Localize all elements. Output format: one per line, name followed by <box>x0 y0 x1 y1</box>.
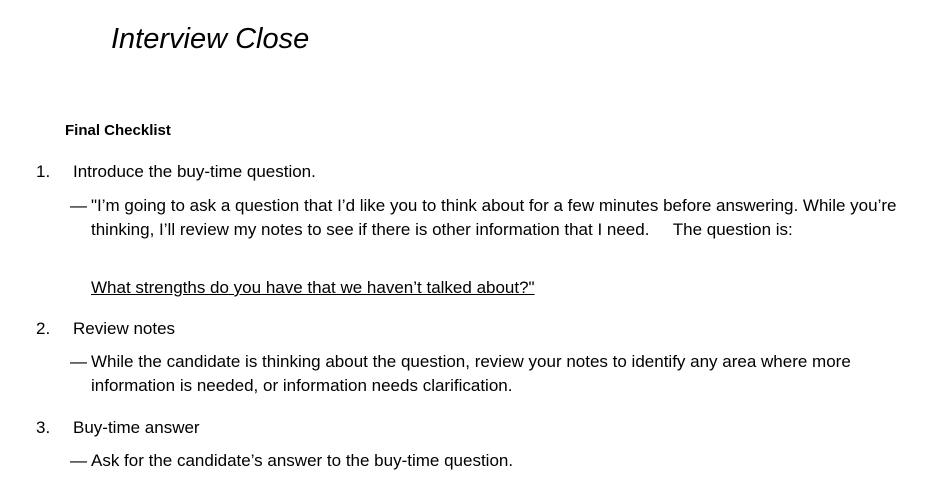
checklist-item-3-detail <box>70 449 900 473</box>
item-number: 3. <box>36 418 51 437</box>
checklist-item-1-detail <box>70 194 900 266</box>
em-dash: — <box>70 196 87 215</box>
document-title: Interview Close <box>111 23 310 55</box>
item-detail-text: While the candidate is thinking about the question, review your notes to identify any area where more information is needed, or information needs clarification. <box>91 352 851 395</box>
item-label: Review notes <box>73 319 176 338</box>
item-label: Introduce the buy-time question. <box>73 162 316 181</box>
checklist-item-2-detail <box>70 350 900 398</box>
section-subheading: Final Checklist <box>65 122 171 139</box>
item-detail-text: Ask for the candidate’s answer to the buy-time question. <box>91 451 514 470</box>
item-detail-text: "I’m going to ask a question that I’d like you to think about for a few minutes before answering. While you’re thinking, I’ll review my notes to see if there is other information that I need. The question is: <box>91 196 902 239</box>
item-label: Buy-time answer <box>73 418 200 437</box>
item-number: 1. <box>36 162 51 181</box>
item-number: 2. <box>36 319 51 338</box>
em-dash: — <box>70 451 87 470</box>
em-dash: — <box>70 352 87 371</box>
buy-time-question: What strengths do you have that we haven’t talked about?" <box>91 278 535 297</box>
